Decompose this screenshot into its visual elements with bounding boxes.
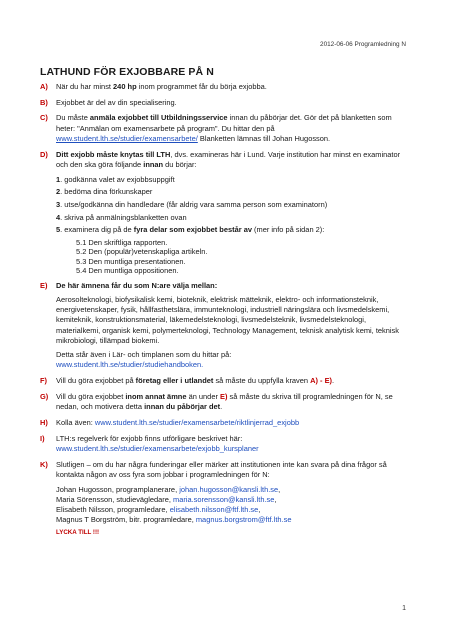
item-text: än under (186, 391, 220, 401)
step-number: 4 (56, 212, 61, 222)
kursplaner-link[interactable]: www.student.lth.se/studier/examensarbete/exjobb_kursplaner (56, 444, 259, 454)
item-text: Vill du göra exjobbet på (56, 376, 136, 386)
step-text: . skriva på anmälningsblanketten ovan (60, 212, 187, 222)
curriculum-note: Detta står även i Lär- och timplanen som du hittar på: (56, 350, 232, 360)
item-letter: K) (40, 459, 48, 469)
step-bold: fyra delar som exjobbet består av (133, 225, 252, 235)
item-i (40, 434, 412, 455)
step-text: . examinera dig på de (60, 225, 134, 235)
item-letter: H) (40, 417, 48, 427)
item-text: innan du påbörjar det. Gör det på blanketten som heter: "Anmälan om examensarbete på program". Du hittar den på (56, 113, 392, 133)
item-letter: C) (40, 113, 48, 123)
contact-email-link[interactable]: magnus.borgstrom@ftf.lth.se (195, 514, 292, 524)
step-text: . godkänna valet av exjobbsuppgift (60, 174, 175, 184)
item-a (40, 82, 412, 92)
contact-suffix: , (278, 484, 281, 494)
item-text: LTH:s regelverk för exjobb finns utförligare beskrivet här: (56, 433, 243, 443)
step-text: . utse/godkänna din handledare (får aldrig vara samma person som examinatorn) (60, 199, 328, 209)
item-text: Vill du göra exjobbet (56, 391, 126, 401)
item-letter: D) (40, 149, 48, 159)
item-g (40, 392, 412, 413)
item-letter: A) (40, 82, 48, 91)
item-text: , dvs. examineras här i Lund. Varje institution har minst en examinator och den ska göra följande (56, 149, 401, 170)
step-text: . bedöma dina förkunskaper (60, 187, 153, 197)
contact-suffix: , (258, 504, 261, 514)
step-number: 1 (56, 174, 61, 184)
item-reference: A) - E) (310, 376, 333, 386)
item-text: Exjobbet är del av din specialisering. (56, 97, 177, 107)
item-text: Slutligen – om du har några funderingar eller märker att institutionen inte kan svara på dina frågor så kontakta någon av oss fyra som jobbar i programledningen för N: (56, 459, 387, 480)
item-bold: anmäla exjobbet till Utbildningsservice (89, 113, 228, 123)
item-letter: E) (40, 280, 48, 290)
item-bold: företag eller i utlandet (135, 376, 214, 386)
item-b (40, 98, 412, 108)
item-text: . (220, 402, 223, 412)
step-number: 2 (56, 187, 61, 197)
examiner-steps (56, 175, 412, 276)
contact-row (56, 495, 412, 505)
contact-email-link[interactable]: elisabeth.nilsson@ftf.lth.se (169, 504, 259, 514)
item-text: så måste du skriva till programledningen för N, se nedan, och motivera detta (56, 391, 393, 412)
studiehandboken-link[interactable]: www.student.lth.se/studier/studiehandboken. (56, 360, 204, 370)
exjobb-parts (56, 238, 412, 276)
step-text: (mer info på sidan 2): (251, 225, 325, 235)
item-d (40, 150, 412, 275)
contact-suffix: , (274, 494, 277, 504)
item-reference: E) (220, 391, 228, 401)
contact-name: Magnus T Borgström, bitr. programledare, (56, 514, 196, 524)
item-c (40, 113, 412, 144)
step-5 (56, 225, 412, 235)
step-2 (56, 187, 412, 197)
page-title: LATHUND FÖR EXJOBBARE PÅ N (40, 66, 214, 78)
step-4 (56, 213, 412, 223)
contact-list (56, 485, 412, 525)
document-body (40, 82, 412, 543)
page-number: 1 (402, 605, 406, 612)
item-letter: F) (40, 376, 48, 386)
item-text: Blanketten lämnas till Johan Hugosson. (197, 134, 331, 144)
contact-name: Johan Hugosson, programplanerare, (56, 484, 180, 494)
part-item: 5.2 Den (populär)vetenskapliga artikeln. (76, 247, 208, 257)
item-text: Du måste (56, 113, 90, 123)
item-letter: G) (40, 391, 49, 401)
item-text: . (332, 376, 335, 386)
part-item: 5.3 Den muntliga presentationen. (76, 256, 186, 266)
good-luck-text: LYCKA TILL !!! (56, 528, 100, 536)
item-text: När du har minst (56, 82, 114, 91)
step-3 (56, 200, 412, 210)
item-text: inom programmet får du börja exjobba. (136, 82, 267, 91)
item-f (40, 376, 412, 386)
riktlinjer-link[interactable]: www.student.lth.se/studier/examensarbete/riktlinjerrad_exjobb (94, 417, 300, 427)
item-bold: 240 hp (113, 82, 137, 91)
part-item: 5.4 Den muntliga oppositionen. (76, 265, 179, 275)
part-item: 5.1 Den skriftliga rapporten. (76, 237, 168, 247)
header-date: 2012-06-06 Programledning N (320, 41, 406, 48)
item-bold: innan (143, 160, 164, 170)
contact-name: Maria Sörensson, studievägledare, (56, 494, 173, 504)
item-bold: Ditt exjobb måste knytas till LTH (56, 149, 171, 159)
step-number: 5 (56, 225, 61, 235)
item-bold: inom annat ämne (125, 391, 187, 401)
item-text: Kolla även: (56, 417, 95, 427)
step-1 (56, 175, 412, 185)
contact-row (56, 485, 412, 495)
item-text: du börjar: (163, 160, 197, 170)
item-e: E) De här ämnena får du som N:are välja mellan: Aerosolteknologi, biofysikalisk kemi, bioteknik, elektrisk mätteknik, elektro- och informationsteknik, energivetenskaper, fysik, hållfasthetslära, immunteknologi, industriell näringslära och livsmedelskemi, kemiteknik, konstruktionsmaterial, läkemedelsteknologi, livsmedelsteknik, livsmedelsteknologi, materialkemi, organisk kemi, polymerteknologi, Technology Management, teknisk analytisk kemi, teknisk mikrobiologi, tillämpad biokemi. Detta står även i Lär- och timplanen som du hittar på: www.student.lth.se/studier/studiehandboken. (40, 281, 412, 371)
contact-name: Elisabeth Nilsson, programledare, (56, 504, 170, 514)
contact-email-link[interactable]: johan.hugosson@kansli.lth.se (179, 484, 279, 494)
item-letter: I) (40, 433, 45, 443)
contact-row (56, 505, 412, 515)
item-bold: innan du påbörjar det (144, 402, 221, 412)
item-letter: B) (40, 97, 48, 107)
examensarbete-link[interactable]: www.student.lth.se/studier/examensarbete/ (56, 134, 198, 144)
item-text: så måste du uppfylla kraven (213, 376, 311, 386)
item-bold: De här ämnena får du som N:are välja mellan (56, 280, 215, 290)
subjects-list: Aerosolteknologi, biofysikalisk kemi, bioteknik, elektrisk mätteknik, elektro- och informationsteknik, energivetenskaper, fysik, hållfasthetslära, immunteknologi, industriell näringslära och livsmedelskemi, kemiteknik, konstruktionsmaterial, läkemedelsteknologi, livsmedelsteknik, livsmedelsteknologi, materialkemi, organisk kemi, polymerteknologi, Technology Management, teknisk analytisk kemi, teknisk mikrobiologi, tillämpad biokemi. (56, 294, 399, 346)
contact-email-link[interactable]: maria.sorensson@kansli.lth.se (173, 494, 275, 504)
item-h (40, 418, 412, 428)
item-k (40, 460, 412, 538)
contact-row (56, 515, 412, 525)
step-number: 3 (56, 199, 61, 209)
